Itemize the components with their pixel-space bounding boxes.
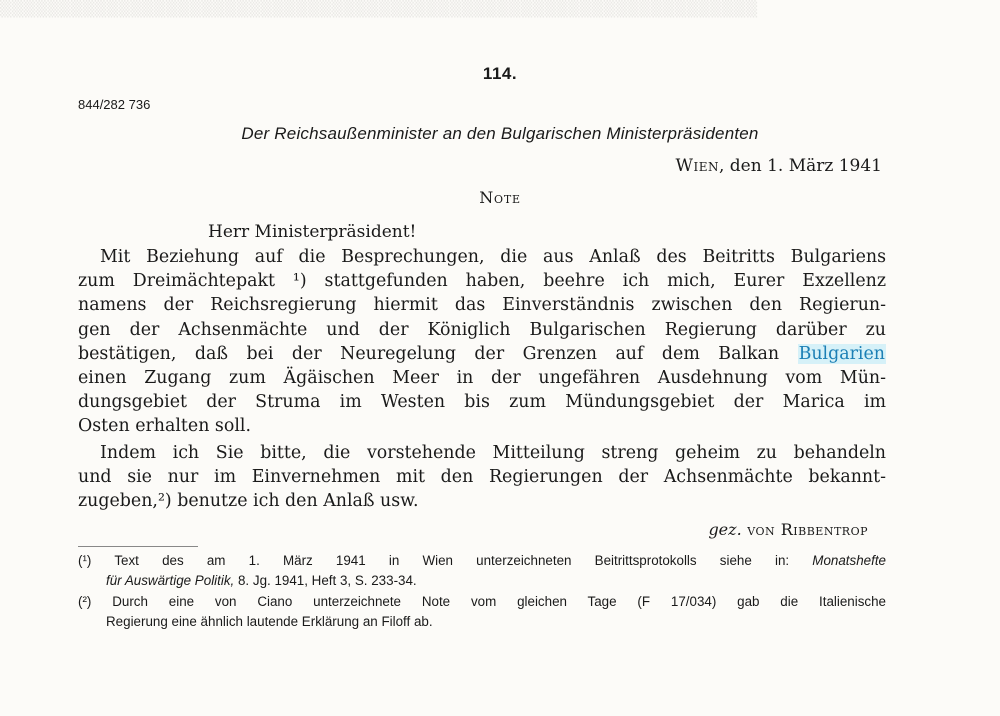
place: Wien <box>675 156 719 176</box>
text-line: dungsgebiet der Struma im Westen bis zum Mündungsgebiet der Marica im <box>78 392 886 413</box>
paragraph-2 <box>78 441 886 514</box>
footnote-divider <box>78 546 198 547</box>
footnote-line <box>78 571 886 591</box>
place-date <box>675 156 882 176</box>
salutation: Herr Ministerpräsident! <box>208 222 417 242</box>
text-fragment-italic: für Auswärtige Politik, <box>106 573 235 588</box>
text-line: Osten erhalten soll. <box>78 416 251 437</box>
text-fragment: 8. Jg. 1941, Heft 3, S. 233-34. <box>234 573 417 588</box>
footnote-marker: (²) <box>78 594 92 609</box>
text-line: zugeben,²) benutze ich den Anlaß usw. <box>78 491 419 512</box>
signature-name: von Ribbentrop <box>741 520 868 539</box>
bleed-through-texture: ▒▒▒▒▒▒▒▒▒▒▒▒▒▒▒▒▒▒▒▒▒▒▒▒▒▒▒▒▒▒▒▒▒▒▒▒▒▒▒▒▒▒▒▒▒▒▒▒▒▒▒▒▒▒▒▒▒▒▒▒▒▒▒▒ <box>0 0 758 18</box>
text-fragment: Text des am 1. März 1941 in Wien unterzeichneten Beitrittsprotokolls siehe in: <box>91 553 813 568</box>
text-line: und sie nur im Einvernehmen mit den Regierungen der Achsenmächte bekannt- <box>78 467 886 488</box>
paragraph-1 <box>78 245 886 439</box>
document-heading: Der Reichsaußenminister an den Bulgarischen Ministerpräsidenten <box>241 124 759 143</box>
note-title: Note <box>479 188 521 207</box>
file-reference: 844/282 736 <box>78 97 151 112</box>
text-line: gen der Achsenmächte und der Königlich Bulgarischen Regierung darüber zu <box>78 319 886 340</box>
text-line: zum Dreimächtepakt ¹) stattgefunden haben, beehre ich mich, Eurer Exzellenz <box>78 271 886 292</box>
highlighted-word: Bulgarien <box>798 343 885 364</box>
signature-prefix: gez. <box>708 520 742 539</box>
document-number: 114. <box>482 64 518 83</box>
footnote-line <box>78 551 886 571</box>
text-fragment: bestätigen, daß bei der Neuregelung der Grenzen auf dem Balkan <box>78 343 798 364</box>
text-fragment-italic: Monatshefte <box>812 553 886 568</box>
text-fragment: Durch eine von Ciano unterzeichnete Note vom gleichen Tage (F 17/034) gab die Italienische <box>91 594 886 609</box>
text-line: Mit Beziehung auf die Besprechungen, die aus Anlaß des Beitritts Bulgariens <box>100 247 886 267</box>
text-line: namens der Reichsregierung hiermit das Einverständnis zwischen den Regierun- <box>78 295 886 316</box>
text-line: einen Zugang zum Ägäischen Meer in der ungefähren Ausdehnung vom Mün- <box>78 368 886 389</box>
footnote-1 <box>78 551 886 591</box>
footnote-line: Regierung eine ähnlich lautende Erklärung an Filoff ab. <box>106 614 433 629</box>
footnote-2 <box>78 592 886 632</box>
text-line <box>78 342 886 366</box>
footnote-line <box>78 592 886 612</box>
text-line: Indem ich Sie bitte, die vorstehende Mitteilung streng geheim zu behandeln <box>100 443 886 463</box>
footnote-marker: (¹) <box>78 553 92 568</box>
signature <box>708 520 868 539</box>
date: , den 1. März 1941 <box>718 156 882 176</box>
